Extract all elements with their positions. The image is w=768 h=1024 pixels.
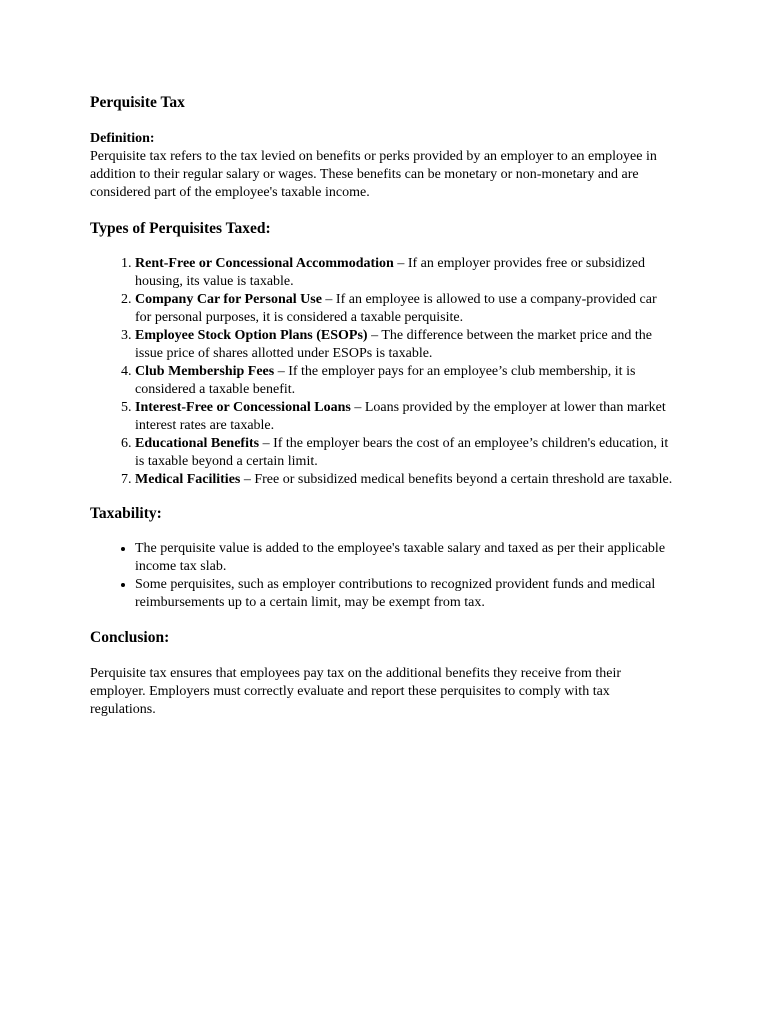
document-page <box>90 93 675 719</box>
list-item: • The perquisite value is added to the employee's taxable salary and taxed as per their applicable income tax slab. <box>135 540 675 576</box>
definition-label: Definition: <box>90 131 155 146</box>
list-item-text: – Loans provided by the employer at lower than market interest rates are taxable. <box>135 400 666 433</box>
list-item <box>135 255 675 291</box>
list-item-title: Company Car for Personal Use <box>135 292 322 307</box>
list-item-title: Educational Benefits <box>135 436 260 451</box>
list-item-text: – If an employer provides free or subsidized housing, its value is taxable. <box>135 256 645 289</box>
list-item-title: Club Membership Fees <box>135 364 275 379</box>
list-item <box>135 327 675 363</box>
conclusion-heading: Conclusion: <box>90 629 170 646</box>
taxability-heading: Taxability: <box>90 505 162 522</box>
list-item-title: Interest-Free or Concessional Loans <box>135 400 351 415</box>
document-title: Perquisite Tax <box>90 94 185 111</box>
list-item-text: – The difference between the market price and the issue price of shares allotted under ESOPs is taxable. <box>135 328 652 361</box>
types-heading: Types of Perquisites Taxed: <box>90 220 271 237</box>
list-item-text: – If the employer bears the cost of an employee’s children's education, it is taxable beyond a certain limit. <box>135 436 669 469</box>
list-item-title: Employee Stock Option Plans (ESOPs) <box>135 328 368 343</box>
list-item <box>135 291 675 327</box>
list-item <box>135 471 675 489</box>
list-item-text: – If the employer pays for an employee’s club membership, it is considered a taxable benefit. <box>135 364 636 397</box>
list-item-title: Rent-Free or Concessional Accommodation <box>135 256 394 271</box>
taxability-list <box>90 540 675 612</box>
conclusion-text: Perquisite tax ensures that employees pay tax on the additional benefits they receive from their employer. Employers must correctly evaluate and report these perquisites to comply with tax regulations. <box>90 666 622 717</box>
list-item-text: – Free or subsidized medical benefits beyond a certain threshold are taxable. <box>240 472 673 487</box>
list-item <box>135 435 675 471</box>
list-item <box>135 363 675 399</box>
list-item <box>135 399 675 435</box>
list-item: • Some perquisites, such as employer contributions to recognized provident funds and medical reimbursements up to a certain limit, may be exempt from tax. <box>135 576 675 612</box>
types-list <box>90 255 675 489</box>
definition-text: Perquisite tax refers to the tax levied on benefits or perks provided by an employer to an employee in addition to their regular salary or wages. These benefits can be monetary or non-monetary and are considered part of the employee's taxable income. <box>90 149 657 200</box>
list-item-text: – If an employee is allowed to use a company-provided car for personal purposes, it is considered a taxable perquisite. <box>135 292 657 325</box>
list-item-title: Medical Facilities <box>135 472 241 487</box>
